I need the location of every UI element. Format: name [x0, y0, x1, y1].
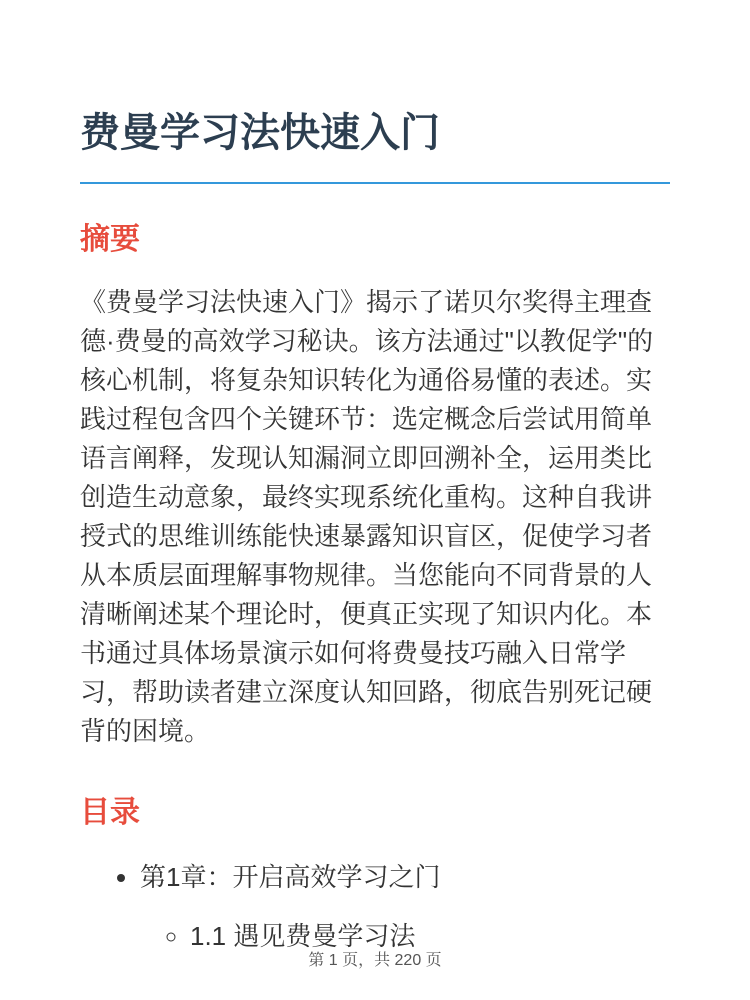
page-title: 费曼学习法快速入门 [80, 0, 670, 184]
abstract-heading: 摘要 [80, 223, 140, 256]
page-number-indicator: 第 1 页，共 220 页 [308, 952, 442, 969]
toc-item-chapter-1 [140, 858, 670, 956]
toc-subitem-label: 1.1 遇见费曼学习法 [190, 921, 416, 951]
toc-list [80, 858, 670, 956]
toc-item-label: 第1章：开启高效学习之门 [140, 862, 441, 892]
abstract-paragraph: 《费曼学习法快速入门》揭示了诺贝尔奖得主理查德·费曼的高效学习秘诀。该方法通过"以教促学"的核心机制，将复杂知识转化为通俗易懂的表述。实践过程包含四个关键环节：选定概念后尝试用简单语言阐释，发现认知漏洞立即回溯补全，运用类比创造生动意象，最终实现系统化重构。这种自我讲授式的思维训练能快速暴露知识盲区，促使学习者从本质层面理解事物规律。当您能向不同背景的人清晰阐述某个理论时，便真正实现了知识内化。本书通过具体场景演示如何将费曼技巧融入日常学习，帮助读者建立深度认知回路，彻底告别死记硬背的困境。 [80, 287, 654, 746]
toc-heading: 目录 [80, 796, 140, 829]
